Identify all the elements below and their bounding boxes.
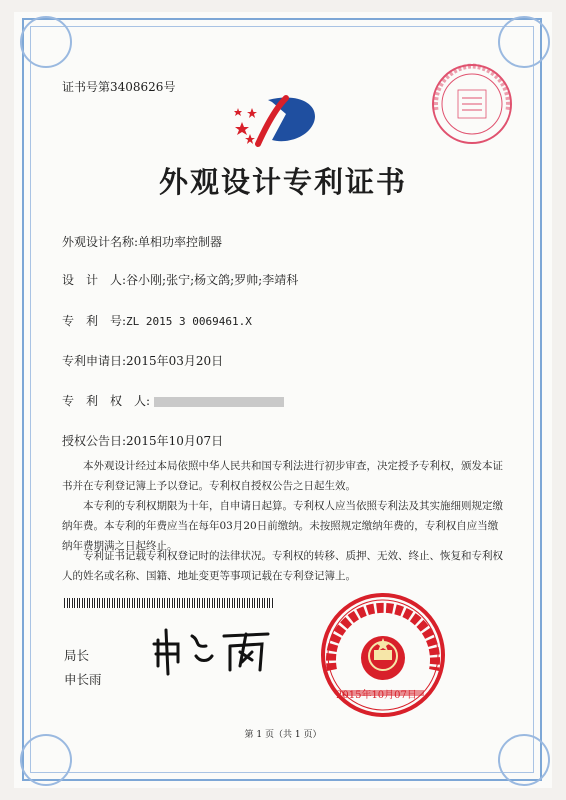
page-footer: 第 1 页（共 1 页） [244,730,322,740]
signer-name: 申长雨 [64,672,102,687]
application-date-row [62,352,223,369]
grant-date-row [62,432,223,449]
patent-number-row [62,312,252,329]
corner-ornament [498,734,550,786]
corner-ornament [20,734,72,786]
agency-stamp [428,60,516,148]
patent-number-label: 专 利 号: [62,314,127,328]
corner-ornament [20,16,72,68]
handwritten-signature [148,626,278,676]
barcode [64,598,274,608]
design-name-value: 单相功率控制器 [138,235,223,249]
patentee-redacted [154,397,284,407]
seal-date: 2015年10月07日 [336,690,417,701]
patentee-label: 专 利 权 人: [62,394,151,408]
body-paragraph-3: 专利证书记载专利权登记时的法律状况。专利权的转移、质押、无效、终止、恢复和专利权人的姓名或名称、国籍、地址变更等事项记载在专利登记簿上。 [62,550,503,582]
patent-office-logo [228,92,328,152]
patentee-row [62,392,284,409]
body-paragraph-2: 本专利的专利权期限为十年，自申请日起算。专利权人应当依照专利法及其实施细则规定缴纳年费。本专利的年费应当在每年03月20日前缴纳。未按照规定缴纳年费的，专利权自应当缴纳年费期满之日起终止。 [62,500,503,552]
patent-number-value: ZL 2015 3 0069461.X [126,315,252,328]
design-name-label: 外观设计名称: [62,235,139,249]
design-name-row [62,233,222,250]
designer-row [62,271,298,288]
certificate-title: 外观设计专利证书 [158,165,407,199]
application-date-label: 专利申请日: [62,354,127,368]
designer-label: 设 计 人: [62,273,127,287]
body-paragraph-1: 本外观设计经过本局依照中华人民共和国专利法进行初步审查，决定授予专利权，颁发本证书并在专利登记簿上予以登记。专利权自授权公告之日起生效。 [62,460,503,492]
grant-date-label: 授权公告日: [62,434,127,448]
application-date-value: 2015年03月20日 [126,354,224,368]
signer-role: 局长 [64,648,90,663]
certificate-number: 证书号第3408626号 [62,80,176,94]
grant-date-value: 2015年10月07日 [126,434,224,448]
designer-value: 谷小刚;张宁;杨文鸽;罗帅;李靖科 [126,273,299,287]
